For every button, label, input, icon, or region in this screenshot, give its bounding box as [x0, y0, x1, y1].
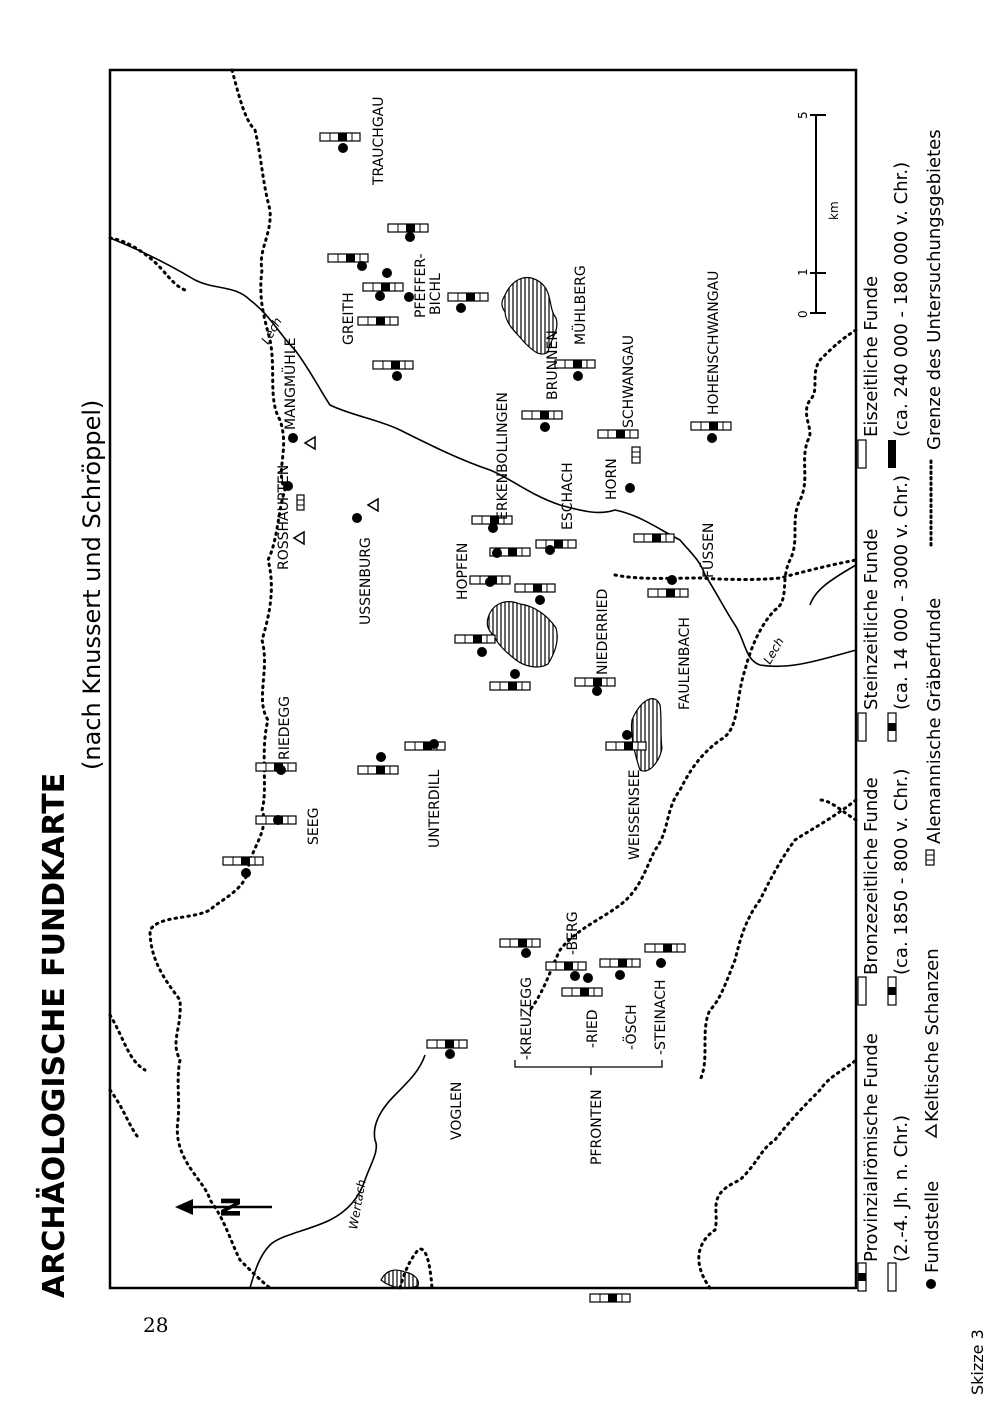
place-mangmuehle: MANGMÜHLE	[283, 337, 299, 430]
river-label-lech-south: Lech	[760, 635, 787, 667]
rivers	[110, 238, 856, 1288]
place-muehlberg: MÜHLBERG	[573, 265, 589, 345]
river-label-wertach: Wertach	[346, 1178, 369, 1231]
place-ussenburg: USSENBURG	[358, 537, 374, 625]
legend-fundstelle: Fundstelle	[922, 1180, 943, 1273]
scale-bar	[810, 115, 826, 313]
place-eschach: ESCHACH	[560, 462, 576, 530]
legend-boundary: Grenze des Untersuchungsgebietes	[924, 129, 945, 450]
place-steinach: -STEINACH	[653, 979, 669, 1055]
place-fuessen: FÜSSEN	[701, 522, 717, 578]
scale-tick-1: 1	[796, 268, 810, 276]
lake-weissensee	[632, 699, 662, 771]
legend-ice-1: Eiszeitliche Funde	[861, 275, 882, 437]
legend-alemannic: Alemannische Gräberfunde	[924, 597, 945, 844]
place-voglen: VOGLEN	[449, 1081, 465, 1140]
lake-hopfensee	[487, 602, 557, 667]
river-label-lech-north: Lech	[258, 315, 285, 347]
place-greith: GREITH	[341, 292, 357, 345]
legend-celtic: Keltische Schanzen	[922, 948, 943, 1122]
place-ried: -RIED	[585, 1009, 601, 1048]
legend-stone-1: Steinzeitliche Funde	[861, 528, 882, 710]
place-seeg: SEEG	[306, 807, 322, 845]
find-sites	[241, 143, 717, 1059]
lakes	[381, 278, 662, 1288]
scale-tick-5: 5	[796, 111, 810, 119]
place-oesch: -ÖSCH	[624, 1004, 640, 1050]
study-area-boundary	[110, 70, 856, 1288]
place-pfefferbichl-1: PFEFFER-	[413, 253, 429, 318]
north-arrow	[175, 1196, 272, 1218]
alemannic-grave-finds	[297, 447, 640, 510]
place-brunnen: BRUNNEN	[545, 330, 561, 400]
place-berg: -BERG	[565, 911, 581, 955]
place-pfefferbichl-2: BICHL	[428, 273, 444, 315]
legend-bronze-1: Bronzezeitliche Funde	[861, 777, 882, 975]
place-unterdill: UNTERDILL	[427, 769, 443, 848]
place-rosshaupten: ROSSHAUPTEN	[276, 464, 292, 570]
page-number: 28	[143, 1313, 169, 1337]
legend-roman-1: Provinzialrömische Funde	[861, 1033, 882, 1262]
celtic-entrenchments	[294, 437, 378, 544]
place-hopfen: HOPFEN	[455, 542, 471, 600]
map-title: ARCHÄOLOGISCHE FUNDKARTE	[37, 772, 72, 1298]
legend-stone-2: (ca. 14 000 - 3000 v. Chr.)	[891, 474, 912, 710]
map-subtitle: (nach Knussert und Schröppel)	[78, 399, 106, 770]
north-label: N	[217, 1196, 247, 1218]
place-kreuzegg: -KREUZEGG	[519, 977, 535, 1060]
figure-label: Skizze 3	[968, 1329, 987, 1395]
place-horn: HORN	[604, 458, 620, 500]
place-riedegg: RIEDEGG	[277, 695, 293, 760]
legend	[858, 129, 945, 1291]
legend-roman-2: (2.-4. Jh. n. Chr.)	[891, 1114, 912, 1262]
scale-unit: km	[827, 201, 841, 220]
lake-southwest	[381, 1270, 418, 1288]
place-weissensee: WEISSENSEE	[627, 769, 643, 860]
place-trauchgau: TRAUCHGAU	[371, 96, 387, 185]
place-pfronten: PFRONTEN	[589, 1089, 605, 1165]
place-hohenschwangau: HOHENSCHWANGAU	[706, 270, 722, 415]
place-schwangau: SCHWANGAU	[621, 335, 637, 428]
map-frame	[110, 70, 856, 1288]
pfronten-bracket	[515, 1060, 662, 1075]
place-niederried: NIEDERRIED	[595, 588, 611, 675]
scale-tick-0: 0	[796, 310, 810, 318]
place-faulenbach: FAULENBACH	[677, 617, 693, 710]
legend-bronze-2: (ca. 1850 - 800 v. Chr.)	[891, 768, 912, 975]
legend-ice-2: (ca. 240 000 - 180 000 v. Chr.)	[891, 161, 912, 437]
place-erkenbollingen: ERKENBOLLINGEN	[495, 392, 511, 520]
